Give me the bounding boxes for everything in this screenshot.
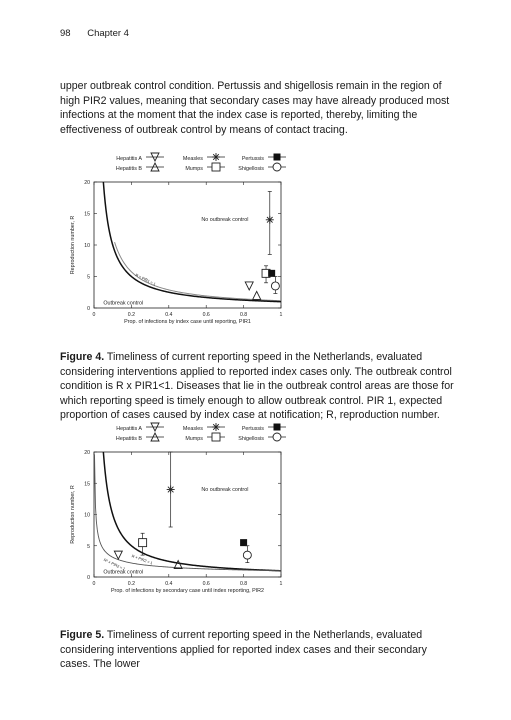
chart1-threshold-curve-0	[103, 452, 281, 571]
chart1-data-point-measles	[167, 486, 175, 494]
legend-label-0-2: Measles	[182, 156, 203, 162]
chart0-xtick-label: 0.2	[127, 312, 136, 318]
page-number: 98	[60, 28, 71, 39]
legend-marker-1-5-shape	[273, 433, 281, 441]
chart0-data-point-pertussis	[268, 270, 275, 277]
legend-marker-0-3-shape	[212, 163, 220, 171]
chart1-plot-frame	[94, 452, 281, 577]
chart1-ytick-label: 0	[87, 575, 90, 581]
legend-marker-0-4-shape	[274, 154, 281, 161]
chart0-region-label-control: Outbreak control	[103, 300, 144, 307]
chart1-y-axis-label: Reproduction number, R	[70, 485, 76, 544]
chart1-ytick-label: 20	[84, 450, 90, 456]
chart0-plot-frame	[94, 182, 281, 308]
chart0-ytick-label: 10	[84, 243, 90, 249]
chart1-data-point-pertussis-shape	[240, 539, 247, 546]
legend-marker-0-5	[273, 163, 281, 171]
legend-marker-1-2	[212, 423, 220, 431]
chart1-xtick-label: 0.2	[127, 581, 136, 587]
chart0-region-label-no-control: No outbreak control	[201, 217, 249, 224]
legend-marker-1-3-shape	[212, 433, 220, 441]
chart1-xtick-label: 0.6	[202, 581, 210, 587]
legend-marker-0-3	[212, 163, 220, 171]
chart1-region-label-control: Outbreak control	[103, 569, 144, 576]
figure5-label: Figure 5.	[60, 629, 105, 641]
chart1-x-axis-label: Prop. of infections by secondary case until index reporting, PIR2	[110, 588, 265, 594]
chart0-data-point-shigellosis	[271, 282, 279, 290]
legend-marker-0-2	[212, 153, 220, 161]
chart1-curve-label-1: R² × PIR2 = 1	[102, 558, 126, 572]
legend-label-1-1: Hepatitis B	[115, 436, 142, 442]
chart1-region-label-no-control: No outbreak control	[201, 486, 249, 493]
legend-label-0-3: Mumps	[185, 166, 203, 172]
chart1-ytick-label: 5	[87, 543, 90, 550]
legend-label-1-2: Measles	[182, 426, 203, 432]
figure4-caption-text: Timeliness of current reporting speed in the Netherlands, evaluated considering interventions applied to reported index cases only. The outbreak control condition is R x PIR1<1. Diseases that lie in the outbreak control areas are those for which reporting speed is timely enough to allow outbreak control. PIR 1, expected proportion of cases caused by index case at notification; R, reproduction number.	[60, 351, 454, 422]
chart0-data-point-pertussis-shape	[268, 270, 275, 277]
chart0-data-point-hepatitis-a	[245, 282, 253, 290]
chart1-data-point-shigellosis-shape	[243, 551, 251, 559]
figure5-caption-text: Timeliness of current reporting speed in the Netherlands, evaluated considering interventions applied for reported index cases and their secondary cases. The lower	[60, 629, 427, 671]
legend-marker-1-5	[273, 433, 281, 441]
body-paragraph: upper outbreak control condition. Pertussis and shigellosis remain in the region of high PIR2 values, meaning that secondary cases may have already produced most infections at the moment that the index case is reported, thereby, limiting the effectiveness of outbreak control by means of contact tracing.	[60, 80, 450, 136]
chart1-ytick-label: 10	[84, 512, 90, 519]
chart0-curve-label-0: R × PIR1 = 1	[134, 273, 157, 287]
legend-marker-0-5-shape	[273, 163, 281, 171]
chart1-data-point-mumps	[139, 539, 147, 547]
legend-label-1-5: Shigellosis	[238, 436, 264, 442]
chart0-threshold-curve-1	[103, 182, 281, 302]
chart0-y-axis-label: Reproduction number, R	[70, 215, 76, 275]
chart0-data-point-hepatitis-b-shape	[253, 291, 261, 299]
chart0-data-point-shigellosis-shape	[271, 282, 279, 290]
chapter-title: Chapter 4	[87, 28, 129, 39]
chart1-threshold-curve-1	[94, 454, 281, 570]
legend-label-0-4: Pertussis	[241, 156, 264, 162]
chart1-data-point-pertussis	[240, 539, 247, 546]
figure4-label: Figure 4.	[60, 351, 105, 363]
legend-label-0-5: Shigellosis	[238, 166, 264, 172]
legend-label-1-0: Hepatitis A	[116, 426, 142, 432]
chart0-data-point-measles	[266, 216, 274, 224]
legend-label-0-1: Hepatitis B	[115, 166, 142, 172]
chart0-ytick-label: 20	[84, 180, 90, 186]
chart0-ytick-label: 15	[84, 211, 90, 218]
chart0-xtick-label: 0.6	[202, 312, 210, 318]
chart0-xtick-label: 0	[92, 312, 96, 318]
chart1-xtick-label: 1	[279, 581, 283, 587]
chart0-data-point-hepatitis-a-shape	[245, 282, 253, 290]
chart1-data-point-mumps-shape	[139, 539, 147, 547]
legend-label-1-4: Pertussis	[241, 426, 264, 432]
legend-marker-1-3	[212, 433, 220, 441]
chart1-ytick-label: 15	[84, 481, 90, 488]
legend-marker-0-4	[274, 154, 281, 161]
chart0-xtick-label: 0.4	[165, 312, 173, 318]
chart1-data-point-shigellosis	[243, 551, 251, 559]
chart0-x-axis-label: Prop. of infections by index case until reporting, PIR1	[124, 319, 251, 325]
chart1-xtick-label: 0.8	[239, 581, 248, 587]
legend-marker-1-4	[274, 424, 281, 431]
legend-marker-1-4-shape	[274, 424, 281, 431]
chart0-xtick-label: 1	[279, 312, 283, 318]
chart1-curve-label-0: R × PIR2 = 1	[131, 554, 154, 566]
chart1-xtick-label: 0	[92, 581, 96, 587]
chart0-data-point-hepatitis-b	[253, 291, 261, 299]
chart0-xtick-label: 0.8	[239, 312, 248, 318]
legend-label-0-0: Hepatitis A	[116, 156, 142, 162]
chart1-xtick-label: 0.4	[165, 581, 173, 587]
legend-label-1-3: Mumps	[185, 436, 203, 442]
chart0-ytick-label: 5	[87, 274, 90, 281]
chart1-data-point-hepatitis-a	[114, 551, 122, 559]
chart1-data-point-hepatitis-a-shape	[114, 551, 122, 559]
chart0-ytick-label: 0	[87, 306, 90, 312]
